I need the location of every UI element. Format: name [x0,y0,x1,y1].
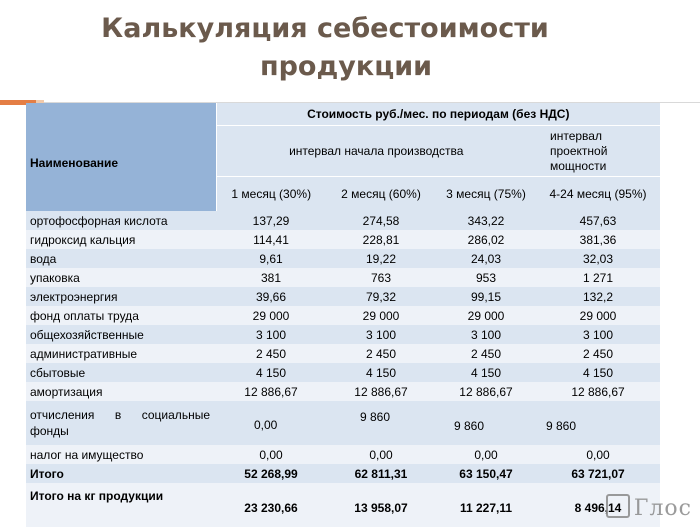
table-cell: 3 100 [436,325,536,344]
table-cell: 2 450 [326,344,436,363]
table-cell: 9 860 [326,401,436,445]
table-cell: 343,22 [436,211,536,230]
table-cell: 4 150 [436,363,536,382]
table-row-total [26,464,660,483]
table-cell: 0,00 [436,445,536,464]
table-cell: 19,22 [326,249,436,268]
table-cell: 13 958,07 [326,483,436,527]
table-cell: 12 886,67 [326,382,436,401]
row-label: Итого на кг продукции [26,483,216,527]
table-cell: 63 150,47 [436,464,536,483]
row-label: упаковка [26,268,216,287]
table-cell: 2 450 [436,344,536,363]
table-cell: 24,03 [436,249,536,268]
row-label: фонд оплаты труда [26,306,216,325]
table-row [26,230,660,249]
table-cell: 62 811,31 [326,464,436,483]
table-cell: 52 268,99 [216,464,326,483]
table-cell: 2 450 [536,344,660,363]
table-cell: 9 860 [536,401,660,445]
table-cell: 114,41 [216,230,326,249]
table-cell: 32,03 [536,249,660,268]
table-row [26,445,660,464]
table-cell: 12 886,67 [536,382,660,401]
table-cell: 9,61 [216,249,326,268]
table-cell: 29 000 [436,306,536,325]
row-label: административные [26,344,216,363]
table-row [26,325,660,344]
table-cell: 137,29 [216,211,326,230]
table-cell: 11 227,11 [436,483,536,527]
table-cell: 286,02 [436,230,536,249]
table-cell: 4 150 [326,363,436,382]
page-title [0,10,640,86]
table-row [26,344,660,363]
column-header-month-3: 3 месяц (75%) [436,177,536,212]
header-group-design: интервал проектной мощности [536,126,660,177]
table-cell: 0,00 [536,445,660,464]
table-cell: 2 450 [216,344,326,363]
table-cell: 381 [216,268,326,287]
table-cell: 3 100 [536,325,660,344]
table-cell: 29 000 [326,306,436,325]
table-cell: 0,00 [326,445,436,464]
row-label: Итого [26,464,216,483]
table-cell: 3 100 [216,325,326,344]
table-cell: 4 150 [216,363,326,382]
watermark-text: Глос [633,496,692,521]
row-label: общехозяйственные [26,325,216,344]
column-header-month-2: 2 месяц (60%) [326,177,436,212]
column-header-month-4-24: 4-24 месяц (95%) [536,177,660,212]
table-row [26,382,660,401]
table-cell: 12 886,67 [216,382,326,401]
table-cell: 63 721,07 [536,464,660,483]
row-label: налог на имущество [26,445,216,464]
table-cell: 0,00 [216,401,326,445]
table-cell: 1 271 [536,268,660,287]
row-label: сбытовые [26,363,216,382]
cost-table [26,103,660,527]
table-cell: 29 000 [216,306,326,325]
table-cell: 4 150 [536,363,660,382]
table-cell: 39,66 [216,287,326,306]
logo-icon [606,494,630,518]
row-label: вода [26,249,216,268]
table-cell: 274,58 [326,211,436,230]
header-period: Стоимость руб./мес. по периодам (без НДС) [216,103,660,126]
row-label: ортофосфорная кислота [26,211,216,230]
table-row [26,249,660,268]
row-label: амортизация [26,382,216,401]
table-cell: 12 886,67 [436,382,536,401]
table-cell: 3 100 [326,325,436,344]
table-row [26,363,660,382]
table-cell: 953 [436,268,536,287]
table-cell: 763 [326,268,436,287]
table-cell: 99,15 [436,287,536,306]
row-label: отчисления в социальные фонды [26,401,216,445]
title-line-1: Калькуляция себестоимости [101,13,549,44]
table-cell: 79,32 [326,287,436,306]
table-row [26,268,660,287]
column-header-month-1: 1 месяц (30%) [216,177,326,212]
table-cell: 381,36 [536,230,660,249]
row-label: гидроксид кальция [26,230,216,249]
row-label: электроэнергия [26,287,216,306]
table-cell: 9 860 [436,401,536,445]
table-row [26,211,660,230]
table-cell: 29 000 [536,306,660,325]
table-cell: 132,2 [536,287,660,306]
watermark-logo [606,494,692,521]
table-cell: 457,63 [536,211,660,230]
header-name: Наименование [26,103,216,211]
title-line-2: продукции [259,51,433,82]
table-cell: 8 496,14 [536,483,660,527]
table-cell: 0,00 [216,445,326,464]
table-cell: 23 230,66 [216,483,326,527]
table-row [26,401,660,445]
table-row-total-per-kg [26,483,660,527]
table-row [26,306,660,325]
table-cell: 228,81 [326,230,436,249]
table-row [26,287,660,306]
header-group-start: интервал начала производства [216,126,536,177]
